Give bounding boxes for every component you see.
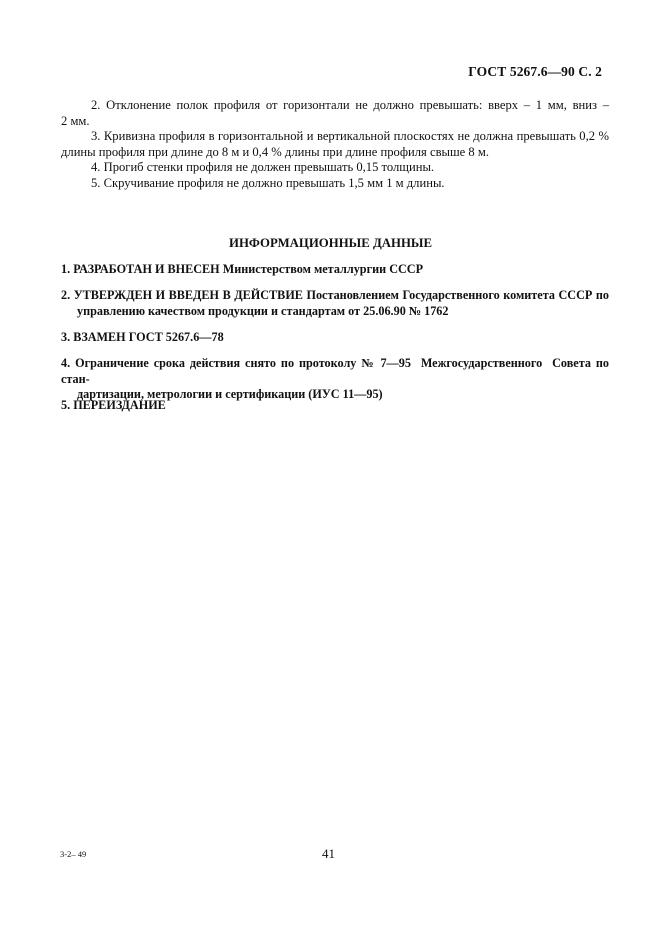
print-code: 3-2– 49 [60, 849, 87, 859]
page-number: 41 [322, 846, 335, 861]
info-item-developed [61, 262, 609, 278]
paragraph-2-cont: 2 мм. [61, 113, 90, 128]
info-item-text: 3. ВЗАМЕН ГОСТ 5267.6—78 [61, 330, 224, 344]
paragraph-3-cont: длины профиля при длине до 8 м и 0,4 % длины при длине профиля свыше 8 м. [61, 144, 489, 159]
info-item-replaces [61, 330, 609, 346]
info-item-text: 2. УТВЕРЖДЕН И ВВЕДЕН В ДЕЙСТВИЕ Постановлением Государственного комитета СССР по [61, 288, 609, 302]
info-item-text: 5. ПЕРЕИЗДАНИЕ [61, 398, 166, 412]
paragraph-2 [61, 98, 609, 114]
paragraph-5: 5. Скручивание профиля не должно превышать 1,5 мм 1 м длины. [91, 175, 445, 190]
info-item-limitation [61, 356, 613, 403]
paragraph-2-line1: 2. Отклонение полок профиля от горизонтали не должно превышать: вверх – 1 мм, вниз – [91, 98, 609, 112]
paragraph-3 [61, 129, 609, 145]
info-item-text-cont: дартизации, метрологии и сертификации (ИУС 11—95) [77, 387, 383, 402]
info-item-reissue [61, 398, 609, 414]
info-item-text: 4. Ограничение срока действия снято по протоколу № 7—95 Межгосударственного Совета по стан- [61, 356, 613, 386]
section-title: ИНФОРМАЦИОННЫЕ ДАННЫЕ [228, 236, 433, 250]
info-item-text-cont: управлению качеством продукции и стандартам от 25.06.90 № 1762 [77, 303, 449, 318]
info-item-text: 1. РАЗРАБОТАН И ВНЕСЕН Министерством металлургии СССР [61, 262, 424, 276]
body-text [61, 98, 609, 192]
info-item-approved [61, 288, 609, 319]
document-reference-header: ГОСТ 5267.6—90 С. 2 [468, 64, 602, 79]
paragraph-3-line1: 3. Кривизна профиля в горизонтальной и вертикальной плоскостях не должна превышать 0,2 % [91, 129, 609, 144]
paragraph-4: 4. Прогиб стенки профиля не должен превышать 0,15 толщины. [91, 160, 435, 175]
